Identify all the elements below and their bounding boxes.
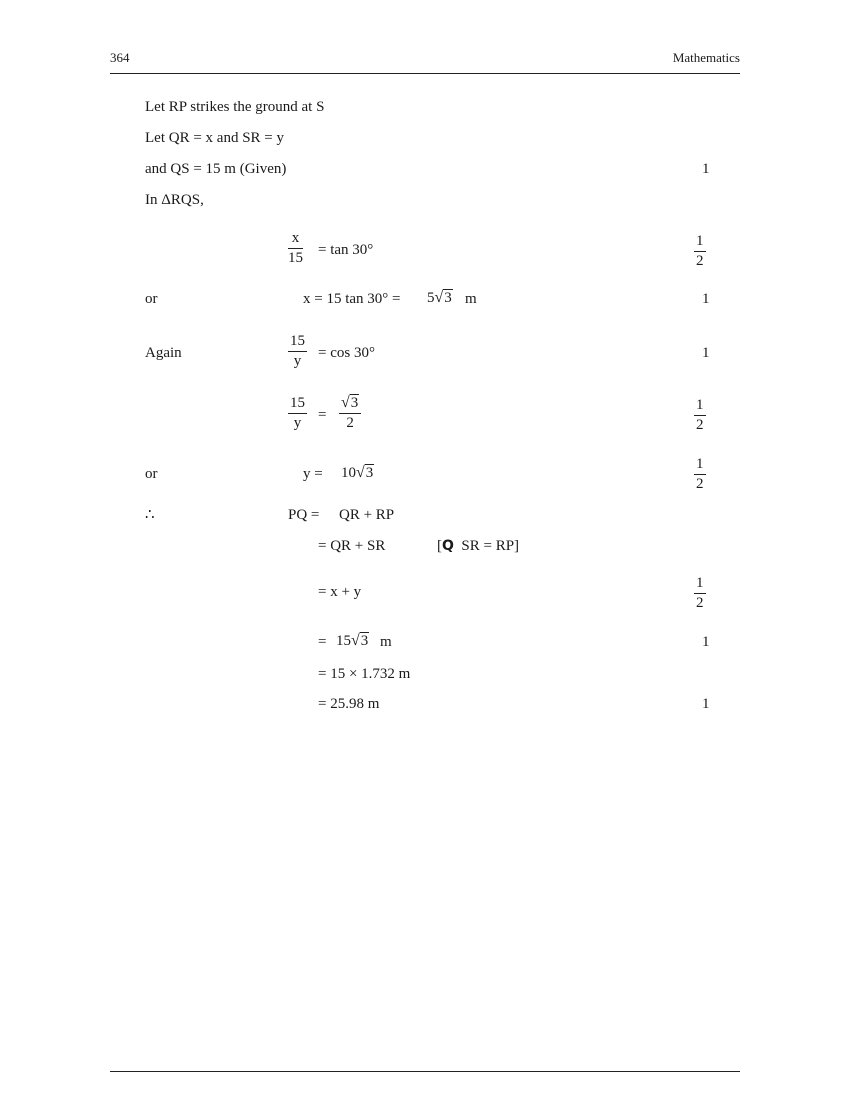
step5-value: 10√3	[341, 464, 374, 481]
step7-reason: [Q SR = RP]	[437, 538, 520, 554]
mark-half-step8: $\frac{1}{2}$	[696, 575, 704, 611]
step7-expr: = QR + SR	[318, 538, 386, 554]
step10-expr: = 15 × 1.732 m	[318, 666, 411, 682]
step3-rhs: = cos 30°	[318, 345, 375, 361]
numerator: x	[288, 231, 303, 249]
mark-step3: 1	[702, 345, 710, 361]
fraction-root3-over-2: $\frac{√3}{2}$	[339, 395, 361, 431]
step1-rhs: = tan 30°	[318, 242, 374, 258]
step8-expr: = x + y	[318, 584, 362, 600]
mark-step9: 1	[702, 634, 710, 650]
page-number: 364	[110, 50, 130, 65]
step2-unit: m	[465, 291, 477, 307]
text-line-2: Let QR = x and SR = y	[145, 130, 284, 146]
step11-expr: = 25.98 m	[318, 696, 380, 712]
running-header-subject: Mathematics	[672, 50, 740, 65]
text-line-4: In ΔRQS,	[145, 192, 204, 208]
step4-equals: =	[318, 407, 327, 423]
therefore-symbol: ∴	[145, 507, 155, 523]
mark-step2: 1	[702, 291, 710, 307]
step6-rhs: QR + RP	[339, 507, 395, 523]
text-line-3: and QS = 15 m (Given)	[145, 161, 287, 177]
sqrt-symbol: √3	[434, 289, 452, 306]
mark-line-3: 1	[702, 161, 710, 177]
text-line-1: Let RP strikes the ground at S	[145, 99, 325, 115]
sqrt-symbol: √3	[356, 464, 374, 481]
step2-lhs: x = 15 tan 30° =	[303, 291, 401, 307]
fraction-x-over-15	[288, 231, 303, 266]
denominator: 15	[288, 250, 303, 266]
step3-again: Again	[145, 345, 182, 361]
footer-rule	[110, 1071, 740, 1072]
step9-equals: =	[318, 634, 327, 650]
mark-half-step5: $\frac{1}{2}$	[696, 456, 704, 492]
mark-step11: 1	[702, 696, 710, 712]
mark-half-step1: $\frac{1}{2}$	[696, 233, 704, 269]
step2-value: 5√3	[427, 289, 452, 306]
fraction-15-over-y-2: $\frac{15}{y}$	[290, 395, 305, 431]
step2-or: or	[145, 291, 158, 307]
step9-value: 15√3	[336, 632, 369, 649]
step5-lhs: y =	[303, 466, 323, 482]
because-symbol: Q	[442, 538, 454, 554]
header-rule	[110, 73, 740, 74]
step9-unit: m	[380, 634, 392, 650]
step5-or: or	[145, 466, 158, 482]
mark-half-step4: $\frac{1}{2}$	[696, 397, 704, 433]
step6-lhs: PQ =	[288, 507, 320, 523]
fraction-15-over-y: $\frac{15}{y}$	[290, 333, 305, 369]
sqrt-symbol: √3	[351, 632, 369, 649]
